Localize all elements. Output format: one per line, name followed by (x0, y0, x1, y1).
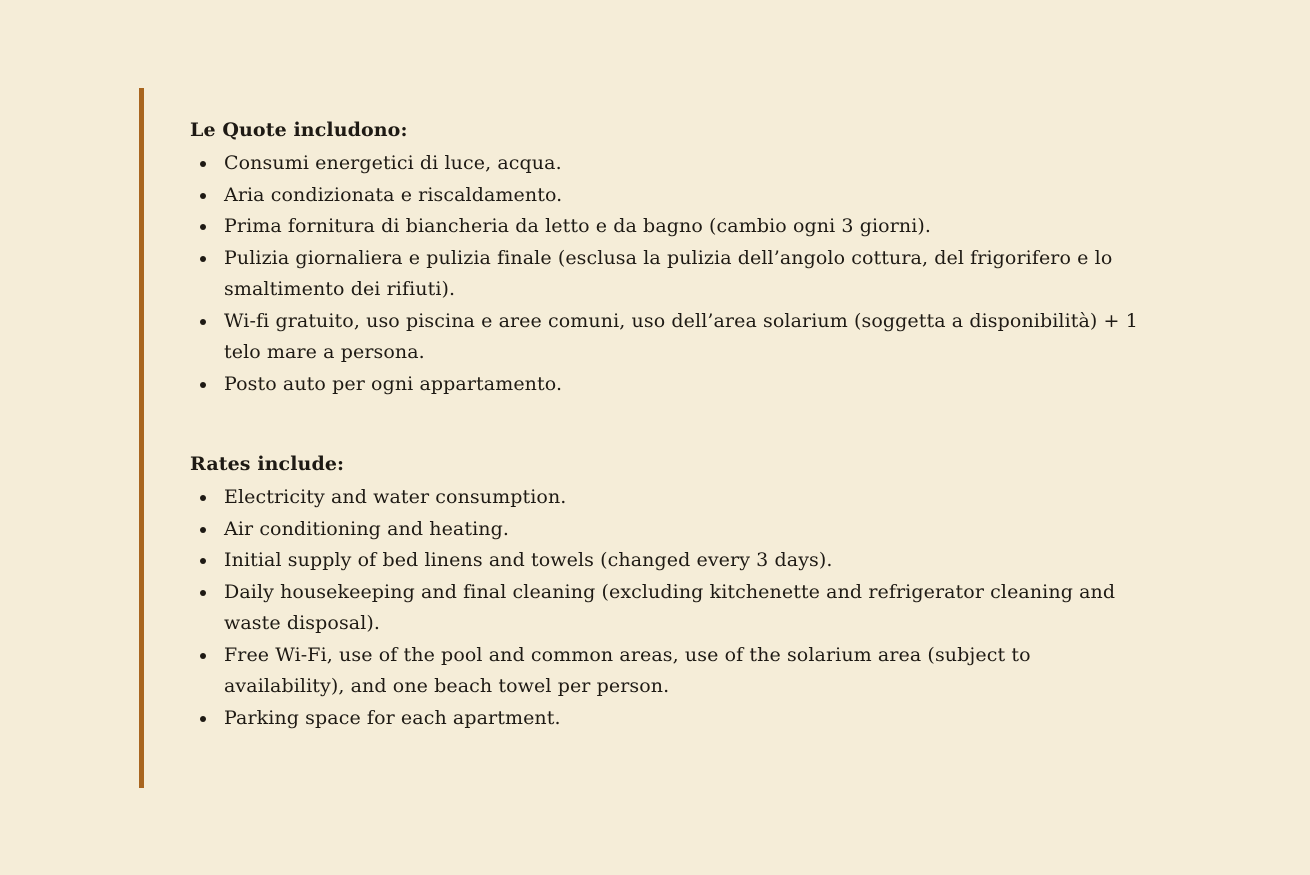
list-item: Initial supply of bed linens and towels (changed every 3 days). (190, 545, 1150, 577)
italian-list (190, 148, 1150, 400)
accent-bar (139, 88, 144, 788)
english-section (190, 448, 1150, 734)
list-item: Air conditioning and heating. (190, 514, 1150, 546)
list-item: Consumi energetici di luce, acqua. (190, 148, 1150, 180)
list-item: Pulizia giornaliera e pulizia finale (esclusa la pulizia dell’angolo cottura, del frigorifero e lo smaltimento dei rifiuti). (190, 243, 1150, 306)
list-item: Prima fornitura di biancheria da letto e da bagno (cambio ogni 3 giorni). (190, 211, 1150, 243)
list-item: Aria condizionata e riscaldamento. (190, 180, 1150, 212)
list-item: Parking space for each apartment. (190, 703, 1150, 735)
english-title: Rates include: (190, 453, 345, 475)
rates-content (190, 114, 1150, 734)
list-item: Daily housekeeping and final cleaning (excluding kitchenette and refrigerator cleaning and waste disposal). (190, 577, 1150, 640)
italian-title: Le Quote includono: (190, 119, 408, 141)
english-list (190, 482, 1150, 734)
italian-section (190, 114, 1150, 400)
list-item: Posto auto per ogni appartamento. (190, 369, 1150, 401)
list-item: Wi-fi gratuito, uso piscina e aree comuni, uso dell’area solarium (soggetta a disponibilità) + 1 telo mare a persona. (190, 306, 1150, 369)
list-item: Electricity and water consumption. (190, 482, 1150, 514)
list-item: Free Wi-Fi, use of the pool and common areas, use of the solarium area (subject to availability), and one beach towel per person. (190, 640, 1150, 703)
